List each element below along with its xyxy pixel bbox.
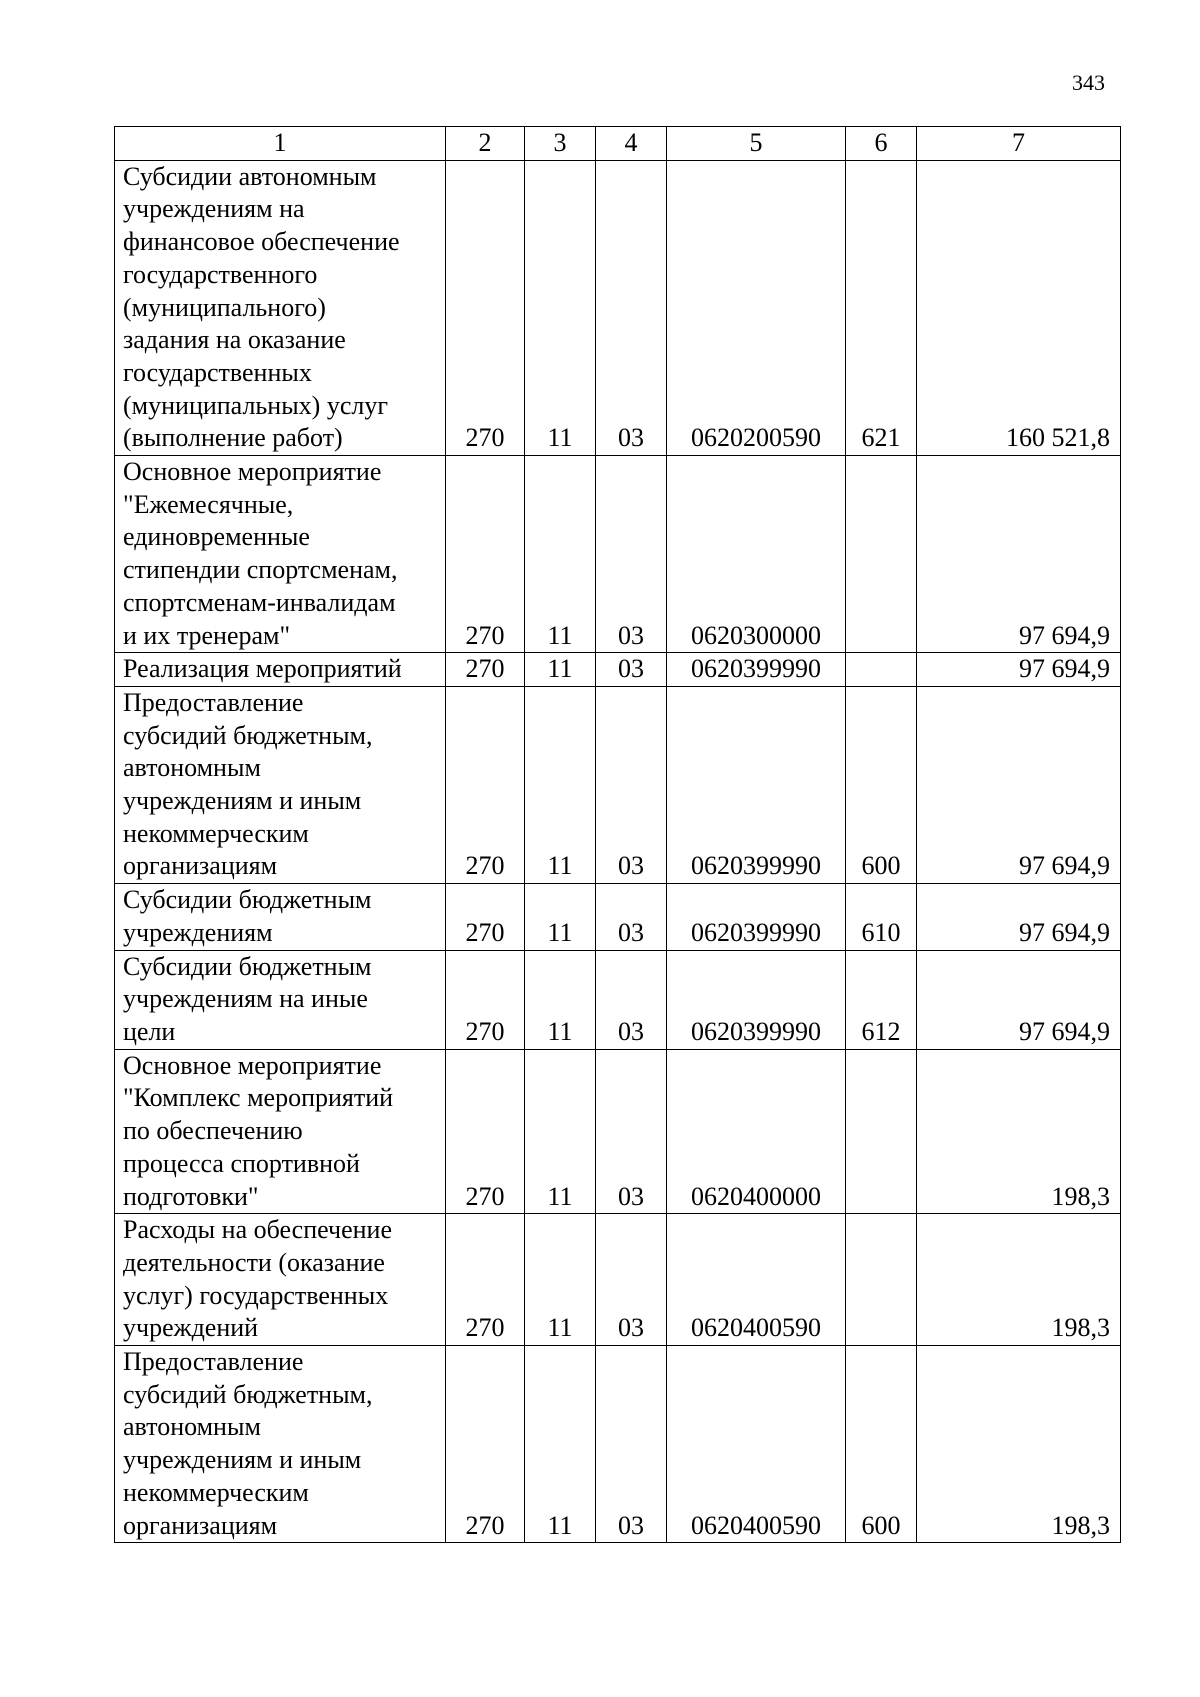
amount-cell: 160 521,8: [917, 160, 1121, 455]
vid-cell: 03: [596, 1346, 667, 1543]
item-name-line: организациям: [123, 1510, 278, 1540]
table-body: [115, 160, 1121, 1543]
item-name-line: услуг) государственных: [123, 1280, 389, 1310]
header-row: [115, 127, 1121, 161]
item-name-line: учреждениям на иные: [123, 984, 368, 1014]
header-col-5: 5: [667, 127, 846, 161]
target-code-cell: 0620399990: [667, 884, 846, 950]
item-name-line: деятельности (оказание: [123, 1247, 385, 1277]
podrazdel-cell: 11: [525, 1049, 596, 1214]
expense-type-cell: [846, 1049, 917, 1214]
item-name-line: субсидий бюджетным,: [123, 720, 373, 750]
amount-cell: 97 694,9: [917, 653, 1121, 687]
table-row: [115, 950, 1121, 1049]
item-name-line: спортсменам-инвалидам: [123, 587, 396, 617]
razdel-cell: 270: [446, 950, 525, 1049]
table-row: [115, 686, 1121, 883]
item-name-line: единовременные: [123, 522, 310, 552]
item-name-line: учреждениям: [123, 917, 273, 947]
header-col-6: 6: [846, 127, 917, 161]
expense-type-cell: [846, 653, 917, 687]
item-name-line: государственных: [123, 357, 312, 387]
podrazdel-cell: 11: [525, 456, 596, 653]
razdel-cell: 270: [446, 1214, 525, 1346]
target-code-cell: 0620200590: [667, 160, 846, 455]
item-name-line: учреждениям и иным: [123, 1445, 362, 1475]
expense-type-cell: 600: [846, 1346, 917, 1543]
item-name-line: Субсидии автономным: [123, 161, 377, 191]
item-name-cell: [115, 1346, 446, 1543]
razdel-cell: 270: [446, 456, 525, 653]
vid-cell: 03: [596, 950, 667, 1049]
item-name-line: некоммерческим: [123, 1477, 309, 1507]
item-name-line: (муниципальных) услуг: [123, 390, 389, 420]
header-col-7: 7: [917, 127, 1121, 161]
item-name-line: Субсидии бюджетным: [123, 951, 372, 981]
vid-cell: 03: [596, 160, 667, 455]
item-name-line: подготовки": [123, 1181, 259, 1211]
header-col-3: 3: [525, 127, 596, 161]
item-name-line: финансовое обеспечение: [123, 227, 400, 257]
item-name-line: "Ежемесячные,: [123, 489, 294, 519]
amount-cell: 198,3: [917, 1049, 1121, 1214]
razdel-cell: 270: [446, 1346, 525, 1543]
header-col-2: 2: [446, 127, 525, 161]
item-name-cell: [115, 456, 446, 653]
item-name-line: автономным: [123, 1412, 261, 1442]
item-name-line: и их тренерам": [123, 620, 291, 650]
amount-cell: 97 694,9: [917, 686, 1121, 883]
amount-cell: 97 694,9: [917, 884, 1121, 950]
item-name-line: (муниципального): [123, 292, 326, 322]
target-code-cell: 0620399990: [667, 653, 846, 687]
amount-cell: 97 694,9: [917, 950, 1121, 1049]
podrazdel-cell: 11: [525, 1214, 596, 1346]
podrazdel-cell: 11: [525, 160, 596, 455]
item-name-cell: [115, 653, 446, 687]
budget-table: [114, 126, 1121, 1543]
expense-type-cell: [846, 1214, 917, 1346]
item-name-line: Предоставление: [123, 1347, 304, 1377]
expense-type-cell: 612: [846, 950, 917, 1049]
header-col-4: 4: [596, 127, 667, 161]
item-name-line: Основное мероприятие: [123, 1050, 382, 1080]
item-name-cell: [115, 884, 446, 950]
vid-cell: 03: [596, 1049, 667, 1214]
item-name-line: Предоставление: [123, 687, 304, 717]
item-name-cell: [115, 160, 446, 455]
item-name-line: цели: [123, 1016, 176, 1046]
table-row: [115, 456, 1121, 653]
target-code-cell: 0620400590: [667, 1346, 846, 1543]
item-name-line: Субсидии бюджетным: [123, 885, 372, 915]
item-name-line: учреждениям и иным: [123, 786, 362, 816]
expense-type-cell: 610: [846, 884, 917, 950]
item-name-line: учреждениям на: [123, 194, 305, 224]
item-name-line: учреждений: [123, 1313, 259, 1343]
item-name-line: государственного: [123, 259, 318, 289]
vid-cell: 03: [596, 686, 667, 883]
item-name-line: задания на оказание: [123, 325, 346, 355]
table-row: [115, 884, 1121, 950]
item-name-cell: [115, 950, 446, 1049]
razdel-cell: 270: [446, 653, 525, 687]
amount-cell: 198,3: [917, 1214, 1121, 1346]
item-name-line: (выполнение работ): [123, 423, 343, 453]
target-code-cell: 0620400000: [667, 1049, 846, 1214]
item-name-line: автономным: [123, 753, 261, 783]
item-name-line: "Комплекс мероприятий: [123, 1083, 394, 1113]
vid-cell: 03: [596, 884, 667, 950]
podrazdel-cell: 11: [525, 686, 596, 883]
vid-cell: 03: [596, 653, 667, 687]
item-name-line: по обеспечению: [123, 1116, 303, 1146]
target-code-cell: 0620399990: [667, 686, 846, 883]
podrazdel-cell: 11: [525, 884, 596, 950]
amount-cell: 97 694,9: [917, 456, 1121, 653]
table-row: [115, 653, 1121, 687]
item-name-line: стипендии спортсменам,: [123, 555, 398, 585]
item-name-line: организациям: [123, 851, 278, 881]
header-col-1: 1: [115, 127, 446, 161]
expense-type-cell: [846, 456, 917, 653]
table-header: [115, 127, 1121, 161]
vid-cell: 03: [596, 456, 667, 653]
item-name-line: субсидий бюджетным,: [123, 1379, 373, 1409]
vid-cell: 03: [596, 1214, 667, 1346]
podrazdel-cell: 11: [525, 653, 596, 687]
table-row: [115, 1049, 1121, 1214]
table-row: [115, 1214, 1121, 1346]
target-code-cell: 0620300000: [667, 456, 846, 653]
table-row: [115, 1346, 1121, 1543]
razdel-cell: 270: [446, 884, 525, 950]
page-number: 343: [1072, 70, 1105, 95]
item-name-cell: [115, 1049, 446, 1214]
expense-type-cell: 600: [846, 686, 917, 883]
item-name-cell: [115, 1214, 446, 1346]
razdel-cell: 270: [446, 686, 525, 883]
target-code-cell: 0620399990: [667, 950, 846, 1049]
target-code-cell: 0620400590: [667, 1214, 846, 1346]
item-name-line: Реализация мероприятий: [123, 654, 402, 684]
item-name-line: процесса спортивной: [123, 1148, 360, 1178]
podrazdel-cell: 11: [525, 1346, 596, 1543]
razdel-cell: 270: [446, 160, 525, 455]
podrazdel-cell: 11: [525, 950, 596, 1049]
item-name-line: Основное мероприятие: [123, 457, 382, 487]
amount-cell: 198,3: [917, 1346, 1121, 1543]
expense-type-cell: 621: [846, 160, 917, 455]
item-name-line: Расходы на обеспечение: [123, 1215, 393, 1245]
table-row: [115, 160, 1121, 455]
item-name-line: некоммерческим: [123, 818, 309, 848]
razdel-cell: 270: [446, 1049, 525, 1214]
item-name-cell: [115, 686, 446, 883]
